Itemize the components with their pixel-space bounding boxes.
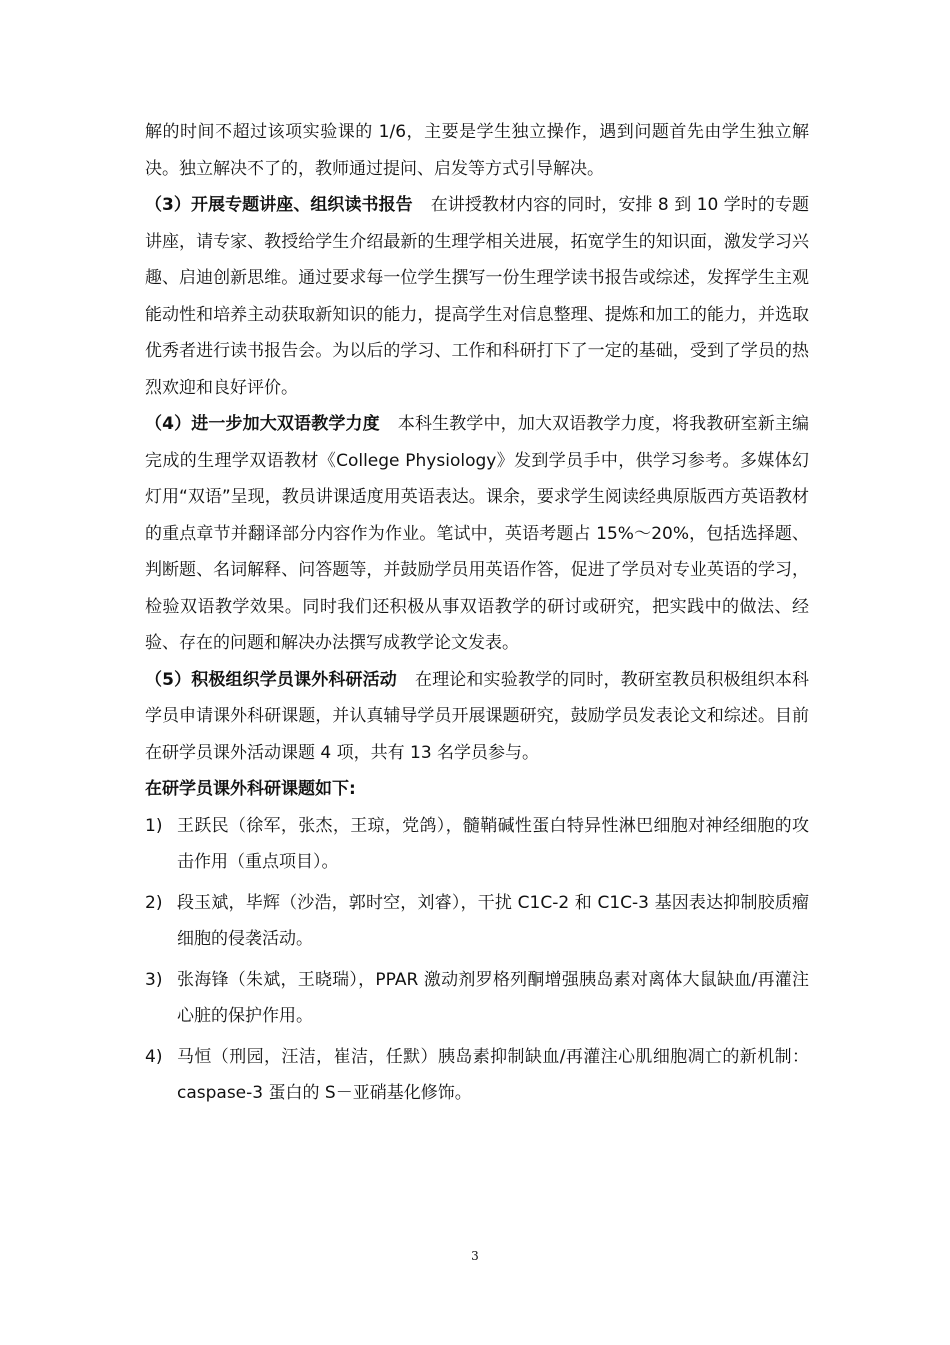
paragraph-bilingual	[145, 406, 809, 662]
list-item-number: 3)	[145, 969, 163, 990]
list-item	[145, 808, 809, 881]
list-item	[145, 885, 809, 958]
paragraph-lectures-text: 在讲授教材内容的同时，安排 8 到 10 学时的专题讲座，请专家、教授给学生介绍最新的生理学相关进展，拓宽学生的知识面，激发学习兴趣、启迪创新思维。通过要求每一位学生撰写一份生理学读书报告或综述，发挥学生主观能动性和培养主动获取新知识的能力，提高学生对信息整理、提炼和加工的能力，并选取优秀者进行读书报告会。为以后的学习、工作和科研打下了一定的基础，受到了学员的热烈欢迎和良好评价。	[145, 195, 810, 398]
paragraph-research-text: 在理论和实验教学的同时，教研室教员积极组织本科学员申请课外科研课题，并认真辅导学员开展课题研究，鼓励学员发表论文和综述。目前在研学员课外活动课题 4 项，共有 13 名学员参与。	[145, 669, 810, 763]
list-item-text: 马恒（刑园，汪洁，崔洁，任默）胰岛素抑制缺血/再灌注心肌细胞凋亡的新机制：caspase-3 蛋白的 S－亚硝基化修饰。	[177, 1046, 809, 1103]
document-body	[145, 114, 809, 1116]
paragraph-research	[145, 662, 809, 772]
page-number: 3	[471, 1249, 479, 1263]
paragraph-continuation: 解的时间不超过该项实验课的 1/6，主要是学生独立操作，遇到问题首先由学生独立解决。独立解决不了的，教师通过提问、启发等方式引导解决。	[145, 122, 809, 179]
heading-bilingual: （4）进一步加大双语教学力度	[145, 414, 380, 434]
list-item-number: 1)	[145, 815, 163, 836]
list-item-number: 2)	[145, 892, 163, 913]
heading-research: （5）积极组织学员课外科研活动	[145, 669, 397, 690]
list-item-text: 段玉斌，毕辉（沙浩，郭时空，刘睿），干扰 C1C-2 和 C1C-3 基因表达抑制胶质瘤细胞的侵袭活动。	[177, 892, 809, 949]
list-item-number: 4)	[145, 1046, 163, 1067]
paragraph-bilingual-text: 本科生教学中，加大双语教学力度，将我教研室新主编完成的生理学双语教材《College Physiology》发到学员手中，供学习参考。多媒体幻灯用“双语”呈现，教员讲课适度用英语表达。课余，要求学生阅读经典原版西方英语教材的重点章节并翻译部分内容作为作业。笔试中，英语考题占 15%～20%，包括选择题、判断题、名词解释、问答题等，并鼓励学员用英语作答，促进了学员对专业英语的学习，检验双语教学效果。同时我们还积极从事双语教学的研讨或研究，把实践中的做法、经验、存在的问题和解决办法撰写成教学论文发表。	[145, 414, 809, 653]
list-item	[145, 962, 809, 1035]
projects-title: 在研学员课外科研课题如下:	[145, 779, 356, 799]
heading-lectures: （3）开展专题讲座、组织读书报告	[145, 195, 413, 215]
projects-list	[145, 808, 809, 1112]
list-item	[145, 1039, 809, 1112]
list-item-text: 张海锋（朱斌，王晓瑞），PPAR 激动剂罗格列酮增强胰岛素对离体大鼠缺血/再灌注心脏的保护作用。	[177, 969, 809, 1026]
paragraph-lectures	[145, 187, 809, 406]
list-item-text: 王跃民（徐军，张杰，王琼，党鸽），髓鞘碱性蛋白特异性淋巴细胞对神经细胞的攻击作用（重点项目）。	[177, 815, 809, 872]
